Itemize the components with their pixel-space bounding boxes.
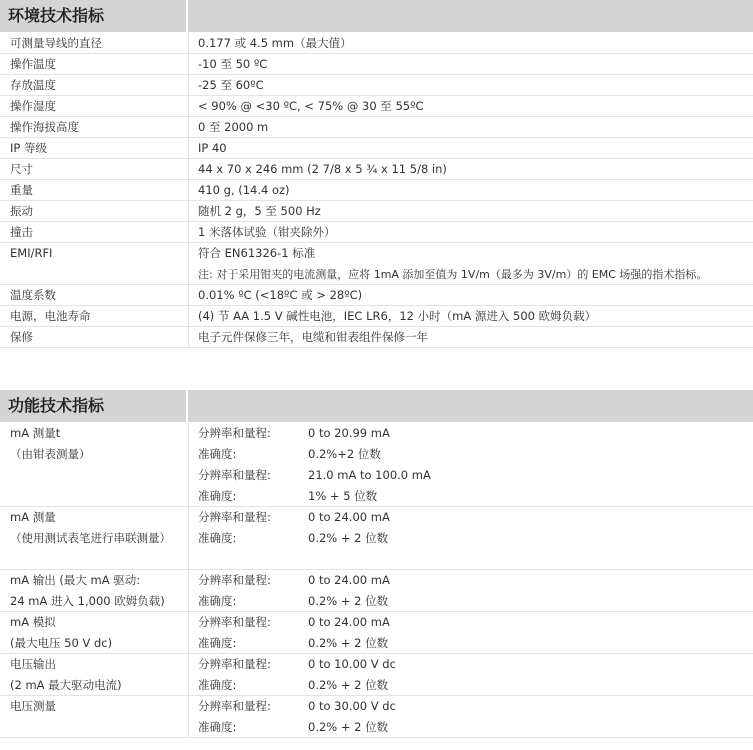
func-group <box>0 507 753 570</box>
func-group <box>0 654 753 696</box>
env-row <box>0 75 753 96</box>
func-group-label: (2 mA 最大驱动电流) <box>10 678 122 692</box>
env-row <box>0 117 753 138</box>
func-section-title: 功能技术指标 <box>0 390 188 422</box>
func-item-label: 准确度: <box>198 594 237 608</box>
func-group <box>0 570 753 612</box>
env-row-label: 重量 <box>10 183 33 197</box>
func-item-label: 分辨率和量程: <box>198 657 271 671</box>
env-row <box>0 138 753 159</box>
env-row-value: -25 至 60ºC <box>198 78 264 92</box>
func-item-value: 0 to 10.00 V dc <box>308 657 396 671</box>
env-row-value: 0.177 或 4.5 mm（最大值） <box>198 36 352 50</box>
env-row-label: 操作湿度 <box>10 99 56 113</box>
env-row-label: 撞击 <box>10 225 33 239</box>
func-group <box>0 423 753 507</box>
func-item-label: 准确度: <box>198 636 237 650</box>
func-group <box>0 696 753 738</box>
column-divider <box>188 285 189 305</box>
func-group-label: （使用测试表笔进行串联测量） <box>10 531 171 545</box>
column-divider <box>188 75 189 95</box>
env-row <box>0 159 753 180</box>
func-item-label: 准确度: <box>198 447 237 461</box>
env-row-label: 电源，电池寿命 <box>10 309 91 323</box>
env-row <box>0 96 753 117</box>
env-row-label: 存放温度 <box>10 78 56 92</box>
column-divider <box>188 507 189 569</box>
env-row-value: < 90% @ <30 ºC, < 75% @ 30 至 55ºC <box>198 99 424 113</box>
func-item-value: 0.2% + 2 位数 <box>308 678 389 692</box>
env-row-label: 操作温度 <box>10 57 56 71</box>
column-divider <box>188 306 189 326</box>
func-section-header <box>0 390 753 422</box>
env-row-value: 410 g, (14.4 oz) <box>198 183 290 197</box>
env-row-label: 可测量导线的直径 <box>10 36 102 50</box>
func-item-value: 0 to 30.00 V dc <box>308 699 396 713</box>
env-row-value: 1 米落体试验（钳夹除外） <box>198 225 336 239</box>
func-item-value: 0 to 24.00 mA <box>308 615 390 629</box>
func-group-label: （由钳表测量） <box>10 447 91 461</box>
env-row <box>0 222 753 243</box>
env-row-note: 注: 对于采用钳夹的电流测量，应将 1mA 添加至值为 1V/m（最多为 3V/m）的 EMC 场强的指术指标。 <box>198 268 708 281</box>
env-row-label: IP 等级 <box>10 141 47 155</box>
column-divider <box>188 117 189 137</box>
func-item-value: 0.2% + 2 位数 <box>308 720 389 734</box>
column-divider <box>188 180 189 200</box>
column-divider <box>188 654 189 695</box>
func-item-label: 分辨率和量程: <box>198 426 271 440</box>
env-row <box>0 327 753 348</box>
env-row-value: (4) 节 AA 1.5 V 碱性电池，IEC LR6，12 小时（mA 源进入 500 欧姆负载） <box>198 309 597 323</box>
func-item-label: 准确度: <box>198 720 237 734</box>
func-group-label: mA 测量 <box>10 510 56 524</box>
env-row-value: 符合 EN61326-1 标准 <box>198 246 316 260</box>
env-row-value: -10 至 50 ºC <box>198 57 268 71</box>
func-group-label: 电压测量 <box>10 699 56 713</box>
column-divider <box>188 201 189 221</box>
func-item-label: 分辨率和量程: <box>198 615 271 629</box>
func-item-label: 分辨率和量程: <box>198 510 271 524</box>
env-row-value: IP 40 <box>198 141 227 155</box>
func-item-label: 分辨率和量程: <box>198 699 271 713</box>
func-item-value: 0 to 20.99 mA <box>308 426 390 440</box>
env-row <box>0 180 753 201</box>
env-row <box>0 201 753 222</box>
column-divider <box>188 327 189 347</box>
func-item-value: 0.2% + 2 位数 <box>308 531 389 545</box>
env-row-label: 振动 <box>10 204 33 218</box>
func-item-value: 0.2%+2 位数 <box>308 447 381 461</box>
func-item-value: 21.0 mA to 100.0 mA <box>308 468 431 482</box>
func-item-value: 1% + 5 位数 <box>308 489 378 503</box>
env-row-label: EMI/RFI <box>10 246 53 260</box>
env-row-label: 操作海拔高度 <box>10 120 79 134</box>
env-section-title: 环境技术指标 <box>0 0 188 32</box>
env-row <box>0 33 753 54</box>
env-section-header <box>0 0 753 32</box>
func-item-value: 0 to 24.00 mA <box>308 573 390 587</box>
column-divider <box>188 222 189 242</box>
func-item-label: 准确度: <box>198 678 237 692</box>
column-divider <box>188 243 189 284</box>
env-row-label: 保修 <box>10 330 33 344</box>
func-group-label: mA 输出 (最大 mA 驱动: <box>10 573 141 587</box>
env-row <box>0 306 753 327</box>
column-divider <box>188 570 189 611</box>
column-divider <box>188 159 189 179</box>
env-row-value: 44 x 70 x 246 mm (2 7/8 x 5 ¾ x 11 5/8 in) <box>198 162 447 176</box>
column-divider <box>188 33 189 53</box>
env-row-value: 0.01% ºC (<18ºC 或 > 28ºC) <box>198 288 363 302</box>
env-row <box>0 243 753 285</box>
column-divider <box>188 54 189 74</box>
func-group-label: mA 模拟 <box>10 615 56 629</box>
func-item-label: 分辨率和量程: <box>198 573 271 587</box>
env-row <box>0 285 753 306</box>
func-group-label: mA 测量t <box>10 426 61 440</box>
env-row-label: 温度系数 <box>10 288 56 302</box>
func-item-label: 准确度: <box>198 531 237 545</box>
func-item-label: 准确度: <box>198 489 237 503</box>
column-divider <box>188 138 189 158</box>
func-group-label: 电压输出 <box>10 657 56 671</box>
env-row <box>0 54 753 75</box>
env-row-value: 电子元件保修三年，电缆和钳表组件保修一年 <box>198 330 428 344</box>
func-item-value: 0.2% + 2 位数 <box>308 594 389 608</box>
column-divider <box>188 612 189 653</box>
func-group-label: 24 mA 进入 1,000 欧姆负载) <box>10 594 165 608</box>
func-item-label: 分辨率和量程: <box>198 468 271 482</box>
func-group-label: (最大电压 50 V dc) <box>10 636 113 650</box>
env-row-value: 随机 2 g，5 至 500 Hz <box>198 204 321 218</box>
func-item-value: 0.2% + 2 位数 <box>308 636 389 650</box>
column-divider <box>188 423 189 506</box>
column-divider <box>188 96 189 116</box>
column-divider <box>188 696 189 737</box>
func-item-value: 0 to 24.00 mA <box>308 510 390 524</box>
env-row-value: 0 至 2000 m <box>198 120 269 134</box>
func-group <box>0 612 753 654</box>
env-row-label: 尺寸 <box>10 162 33 176</box>
